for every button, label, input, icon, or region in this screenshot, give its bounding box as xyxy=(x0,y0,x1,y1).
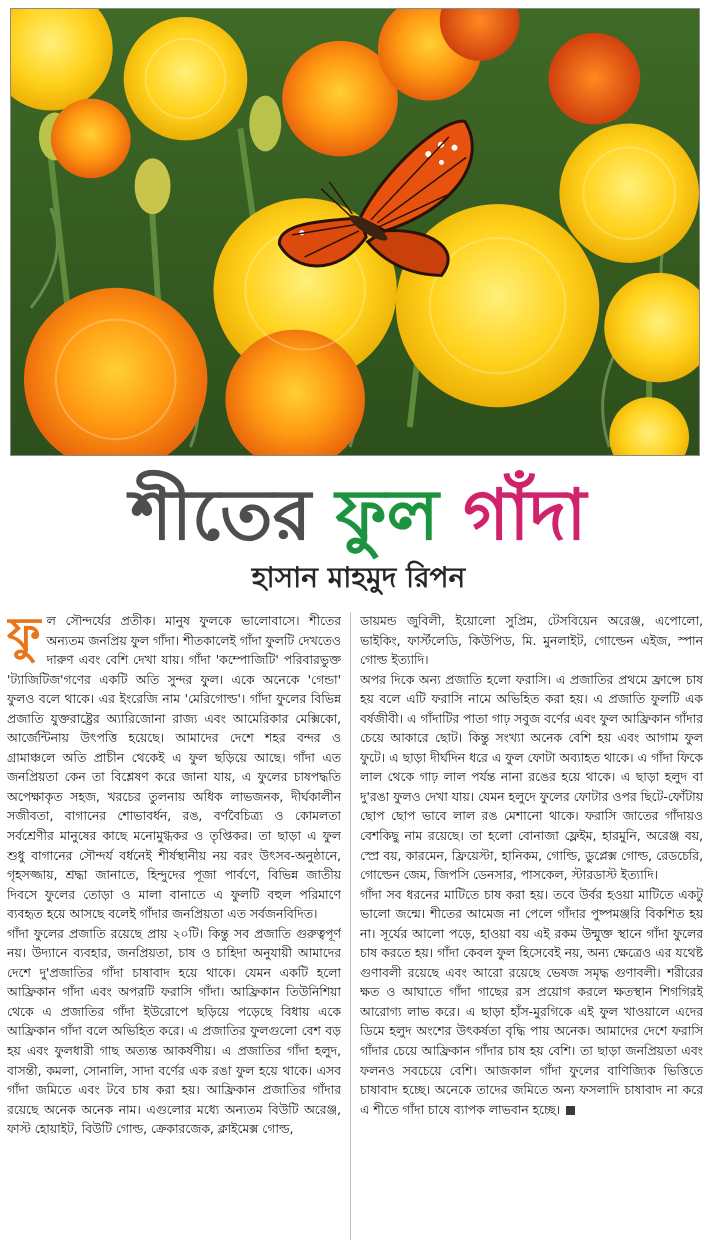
paragraph-text: গাঁদা সব ধরনের মাটিতে চাষ করা হয়। তবে উর্বর হওয়া মাটিতে একটু ভালো জন্মে। শীতের আমেজ না পেলে গাঁদার পুষ্পমঞ্জরি বিকশিত হয় না। সূর্যের আলো পড়ে, হাওয়া বয় এই রকম উন্মুক্ত স্থানে গাঁদা ফুলের চাষ করতে হয়। গাঁদা কেবল ফুল হিসেবেই নয়, অন্য ক্ষেত্রেও এর যথেষ্ট গুণাবলী রয়েছে এবং আরো রয়েছে ভেষজ সমৃদ্ধ গুণাবলী। শরীরের ক্ষত ও আঘাতে গাঁদা গাছের রস প্রয়োগ করলে ক্ষতস্থান শিগগিরই আরোগ্য লাভ করে। এ ছাড়া হাঁস-মুরগিকে এই ফুল খাওয়ালে এদের ডিমে হলুদ অংশের উৎকর্ষতা বৃদ্ধি পায় অনেক। আমাদের দেশে ফরাসি গাঁদার চেয়ে আফ্রিকান গাঁদার চাষ হয় বেশি। তা ছাড়া জনপ্রিয়তা এবং ফলনও সবচেয়ে বেশি। আজকাল গাঁদা ফুলের বাণিজ্যিক ভিত্তিতে চাষাবাদ হচ্ছে। অনেকে তাদের জমিতে অন্য ফসলাদি চাষাবাদ না করে এ শীতে গাঁদা চাষে ব্যাপক লাভবান হচ্ছে। xyxy=(360,887,703,1117)
paragraph: অপর দিকে অন্য প্রজাতি হলো ফরাসি। এ প্রজাতির প্রথমে ফ্রান্সে চাষ হয় বলে এটি ফরাসি নামে অভিহিত করা হয়। এ প্রজাতি ফুলটি এক বর্ষজীবী। এ গাঁদাটির পাতা গাঢ় সবুজ বর্ণের এবং ফুল আফ্রিকান গাঁদার চেয়ে আকারে ছোট। কিন্তু সংখ্যা অনেক বেশি হয় এবং আগাম ফুল ফুটে। এ ছাড়া দীর্ঘদিন ধরে এ ফুল ফোটা অব্যাহত থাকে। এ গাঁদা ফিকে লাল থেকে গাঢ় লাল পর্যন্ত নানা রঙের হয়ে থাকে। এ ছাড়া হলুদ বা দু'রঙা ফুলও দেখা যায়। যেমন হলুদে ফুলের ফোটার ওপর ছিটে-ফোঁটায় ছোপ ছোপ ভাবে লাল রঙ মেশানো থাকে। ফরাসি জাতের গাঁদায়ও বেশকিছু নাম রয়েছে। তা হলো বোনাজা ফ্লেইম, হারমুনি, অরেঞ্জ বয়, স্প্রে বয়, কারমেন, ফ্রিয়েস্টা, হানিকম, গোল্ডি, ডুপ্লেক্স গোল্ড, রেডচেরি, গোল্ডেন জেম, জিপসি ডেনসার, পাসকেল, স্টারডাস্ট ইত্যাদি। xyxy=(360,672,703,883)
headline-word-1: শীতের xyxy=(130,474,312,556)
paragraph: ল সৌন্দর্যের প্রতীক। মানুষ ফুলকে ভালোবাসে। শীতের অন্যতম জনপ্রিয় ফুল গাঁদা। শীতকালেই গাঁদা ফুলটি দেখতেও দারুণ এবং বেশি দেখা যায়। গাঁদা 'কম্পোজিটি' পরিবারভুক্ত 'ট্যাজিটিজ'গণের একটি অতি সুন্দর ফুল। একে অনেকে 'গেন্ডা' ফুলও বলে থাকে। এর ইংরেজি নাম 'মেরিগোল্ড'। গাঁদা ফুলের বিভিন্ন প্রজাতি যুক্তরাষ্ট্রের অ্যারিজোনা রাজ্য এবং আমেরিকার মেক্সিকো, আর্জেন্টিনায় উৎপত্তি হয়েছে। আমাদের দেশে শহর বন্দর ও গ্রামাঞ্চলে অতি প্রাচীন থেকেই এ ফুল ছড়িয়ে আছে। গাঁদা এত জনপ্রিয়তা কেন তা বিশ্লেষণ করে জানা যায়, এ ফুলের চাষপদ্ধতি অপেক্ষাকৃত সহজ, খরচের তুলনায় অধিক লাভজনক, দীর্ঘকালীন সজীবতা, বাগানের শোভাবর্ধন, রঙ, বর্ণবৈচিত্র্য ও কোমলতা সর্বশ্রেণীর মানুষের কাছে মনোমুগ্ধকর ও তৃপ্তিকর। তা ছাড়া এ ফুল শুধু বাগানের সৌন্দর্য বর্ধনেই শীর্ষস্থানীয় নয় বরং উৎসব-অনুষ্ঠানে, গৃহসজ্জায়, শ্রদ্ধা জানাতে, হিন্দুদের পূজা পার্বণে, বিভিন্ন জাতীয় দিবসে ফুলের তোড়া ও মালা বানাতে এ ফুলটি বহুল পরিমাণে ব্যবহৃত হয়ে আসছে বলেই গাঁদার জনপ্রিয়তা এত সর্বজনবিদিত। xyxy=(7,614,341,922)
dropcap: ফু xyxy=(7,612,41,661)
paragraph: গাঁদা ফুলের প্রজাতি রয়েছে প্রায় ২০টি। কিন্তু সব প্রজাতি গুরুত্বপূর্ণ নয়। উদ্যানে ব্যবহার, জনপ্রিয়তা, চাষ ও চাহিদা অনুযায়ী আমাদের দেশে দু'প্রজাতির গাঁদা চাষাবাদ হয়ে থাকে। যেমন একটি হলো আফ্রিকান গাঁদা এবং অপরটি ফরাসি গাঁদা। আফ্রিকান তিউনিশিয়া থেকে এ প্রজাতির গাঁদা ইউরোপে ছড়িয়ে পড়েছে বিধায় একে আফ্রিকান গাঁদা বলে অভিহিত করে। এ প্রজাতির ফুলগুলো বেশ বড় হয় এবং ফুলধারী গাছ অত্যন্ত আকর্ষণীয়। এ প্রজাতির গাঁদা হলুদ, বাসন্তী, কমলা, সোনালি, সাদা বর্ণের এক রঙা ফুল হয়ে থাকে। এসব গাঁদা জমিতে এবং টবে চাষ করা হয়। আফ্রিকান প্রজাতির গাঁদার রয়েছে অনেক অনেক নাম। এগুলোর মধ্যে অন্যতম বিউটি অরেঞ্জ, ফাস্ট হোয়াইট, বিউটি গোল্ড, ক্রেকারজেক, ক্লাইমেক্স গোল্ড, xyxy=(7,926,341,1137)
column-divider xyxy=(350,612,351,1240)
byline: হাসান মাহমুদ রিপন xyxy=(251,561,466,594)
headline-word-2: ফুল xyxy=(335,474,439,556)
headline xyxy=(0,466,717,564)
photo-illustration xyxy=(11,9,699,455)
marigold-butterfly-photo xyxy=(10,8,700,456)
article-column-left xyxy=(7,612,341,1244)
article-column-right xyxy=(360,612,703,1244)
paragraph: ডায়মন্ড জুবিলী, ইয়োলো সুপ্রিম, টেসবিয়েন অরেঞ্জ, এপোলো, ভাইকিং, ফার্স্টলেডি, কিউপিড, মি. মুনলাইট, গোল্ডেন এইজ, স্পান গোল্ড ইত্যাদি। xyxy=(360,614,703,668)
paragraph-last xyxy=(360,886,703,1121)
end-mark xyxy=(566,1106,575,1115)
headline-word-3: গাঁদা xyxy=(463,474,587,556)
